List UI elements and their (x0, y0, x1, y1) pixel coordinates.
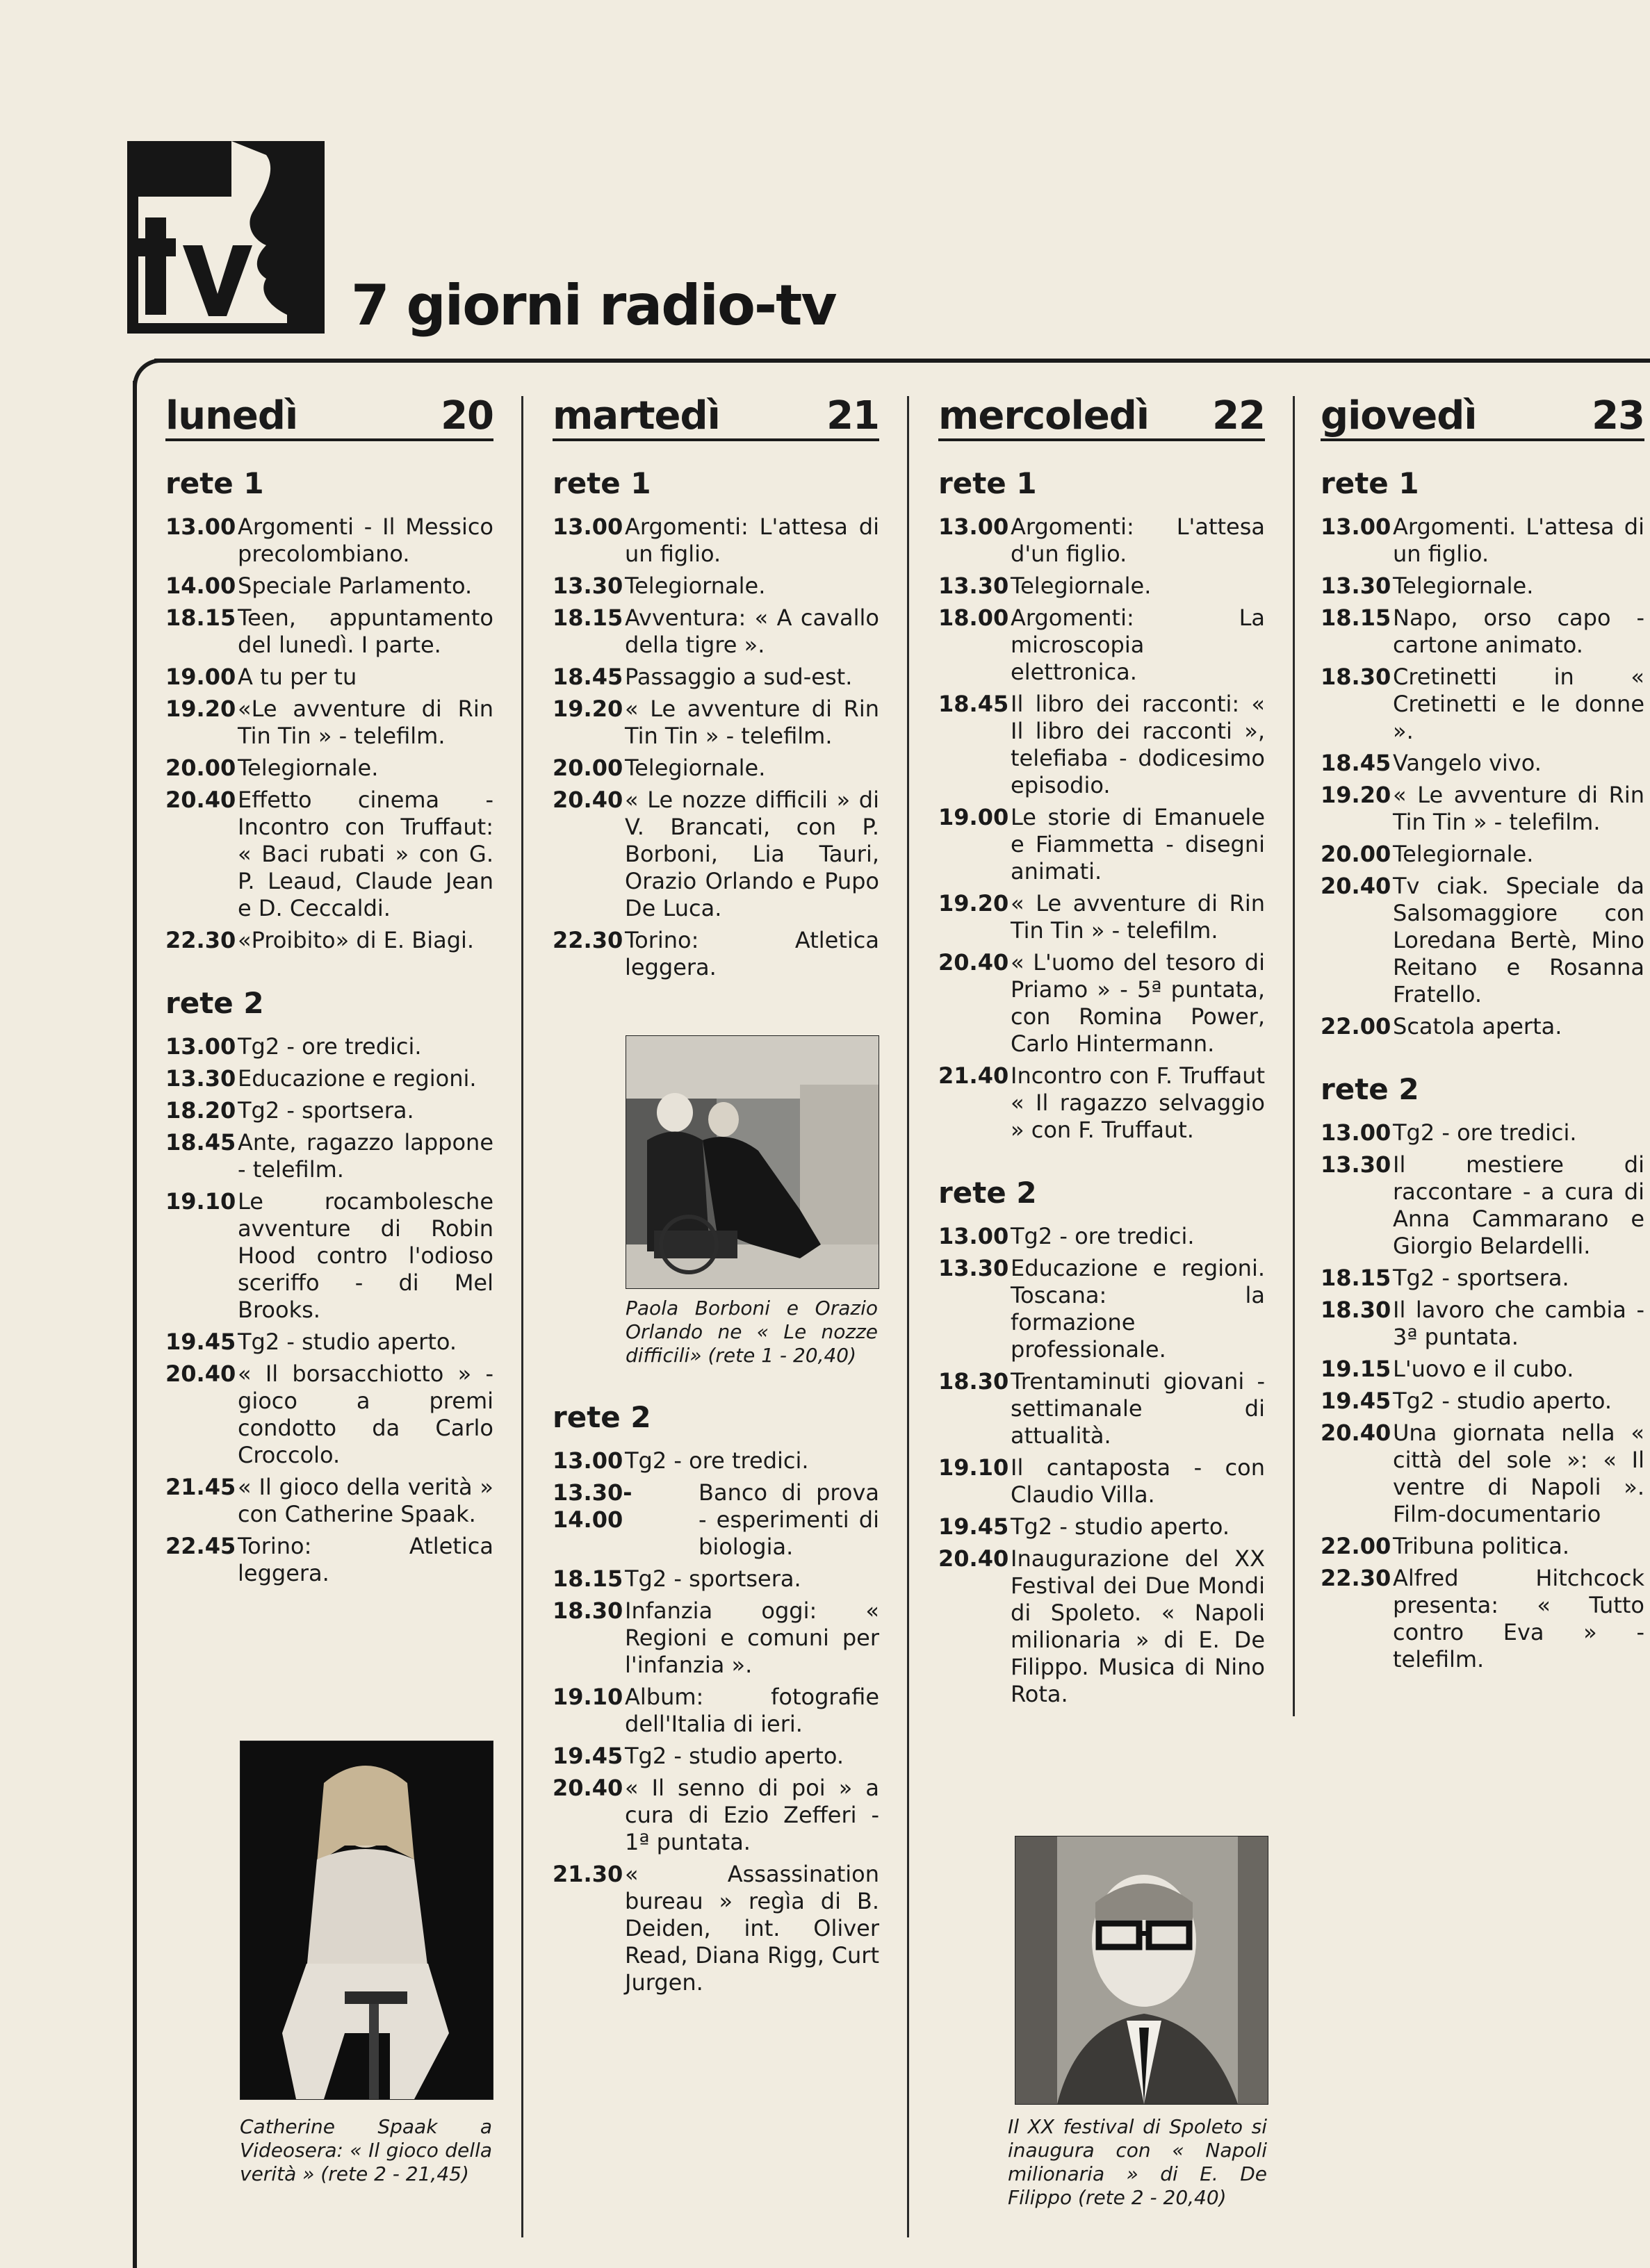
photo-image (240, 1741, 493, 2099)
program-entry (165, 1533, 493, 1587)
program-desc: Argomenti: L'attesa di un figlio. (625, 513, 879, 567)
program-desc: Il mestiere di raccontare - a cura di Anna Cammarano e Giorgio Belardelli. (1393, 1151, 1644, 1259)
program-time: 19.45 (165, 1329, 236, 1355)
program-desc: Tg2 - ore tredici. (238, 1033, 422, 1060)
day-number: 21 (826, 393, 879, 438)
day-column-monday (165, 386, 493, 1592)
program-desc: « Le avventure di Rin Tin Tin » - telefilm. (1393, 782, 1644, 835)
program-desc: Tg2 - studio aperto. (238, 1329, 457, 1355)
program-time: 18.15 (165, 605, 236, 631)
program-entry (938, 1062, 1265, 1144)
tv-logo-letters: tv (148, 213, 149, 214)
program-entry (553, 755, 879, 782)
program-time: 14.00 (165, 573, 236, 599)
program-desc: Argomenti. L'attesa di un figlio. (1393, 513, 1644, 567)
program-entry (938, 573, 1265, 600)
tv-logo (127, 141, 325, 334)
program-time: 18.15 (1321, 605, 1391, 631)
program-desc: Tv ciak. Speciale da Salsomaggiore con Loredana Bertè, Mino Reitano e Rosanna Fratello. (1393, 873, 1644, 1008)
program-desc: Infanzia oggi: « Regioni e comuni per l'infanzia ». (625, 1597, 879, 1678)
program-desc: Scatola aperta. (1393, 1013, 1562, 1040)
photo-image (626, 1036, 879, 1288)
network-label: rete 2 (1321, 1072, 1419, 1106)
program-entry (938, 691, 1265, 799)
program-entry (553, 664, 879, 691)
program-time: 20.40 (1321, 1420, 1391, 1446)
program-desc: Banco di prova - esperimenti di biologia. (699, 1479, 879, 1560)
program-desc: Il libro dei racconti: « Il libro dei racconti », telefiaba - dodicesimo episodio. (1011, 691, 1265, 798)
tv-logo-mark (127, 141, 325, 334)
program-desc: Trentaminuti giovani - settimanale di attualità. (1011, 1368, 1265, 1449)
program-entry (553, 927, 879, 981)
program-desc: Tg2 - ore tredici. (1393, 1119, 1577, 1146)
program-time: 18.45 (1321, 750, 1391, 776)
program-desc: Torino: Atletica leggera. (238, 1533, 493, 1586)
program-desc: Telegiornale. (1393, 573, 1534, 599)
program-entry (553, 605, 879, 659)
program-desc: Telegiornale. (625, 573, 766, 599)
program-desc: «Le avventure di Rin Tin Tin » - telefilm. (238, 696, 493, 749)
program-desc: Argomenti: La microscopia elettronica. (1011, 605, 1265, 685)
program-time: 19.45 (938, 1513, 1009, 1540)
program-entry (1321, 782, 1644, 836)
program-desc: Teen, appuntamento del lunedì. I parte. (238, 605, 493, 658)
caption-de-filippo: Il XX festival di Spoleto si inaugura con « Napoli milionaria » di E. De Filippo (rete 2 - 20,40) (1008, 2115, 1267, 2209)
program-time: 19.20 (938, 890, 1009, 917)
program-entry (1321, 1533, 1644, 1560)
program-entry (553, 1861, 879, 1996)
program-time: 13.30 (165, 1065, 236, 1092)
program-desc: « Il senno di poi » a cura di Ezio Zefferi - 1ª puntata. (625, 1775, 879, 1855)
program-time: 19.10 (165, 1188, 236, 1215)
program-desc: «Proibito» di E. Biagi. (238, 927, 475, 953)
day-header (165, 386, 493, 441)
program-entry (165, 1129, 493, 1183)
program-desc: Passaggio a sud-est. (625, 664, 853, 690)
program-time: 18.30 (553, 1597, 623, 1624)
program-time: 18.00 (938, 605, 1009, 631)
program-entry (165, 927, 493, 954)
program-desc: Napo, orso capo - cartone animato. (1393, 605, 1644, 658)
program-time: 13.00 (938, 513, 1009, 540)
program-entry (553, 1566, 879, 1593)
program-time: 19.00 (938, 804, 1009, 830)
program-desc: Il lavoro che cambia - 3ª puntata. (1393, 1297, 1644, 1350)
program-time: 18.30 (1321, 1297, 1391, 1323)
day-number: 22 (1212, 393, 1265, 438)
program-time: 13.00 (553, 513, 623, 540)
program-desc: « Le nozze difficili » di V. Brancati, con P. Borboni, Lia Tauri, Orazio Orlando e Pupo De Luca. (625, 787, 879, 921)
program-desc: « Il borsacchiotto » - gioco a premi condotto da Carlo Croccolo. (238, 1361, 493, 1468)
program-desc: Cretinetti in « Cretinetti e le donne ». (1393, 664, 1644, 744)
program-time: 19.00 (165, 664, 236, 690)
program-entry (938, 949, 1265, 1058)
program-desc: Torino: Atletica leggera. (625, 927, 879, 980)
program-entry (165, 1097, 493, 1124)
program-entry (165, 1361, 493, 1469)
program-entry (553, 513, 879, 568)
program-desc: Tg2 - studio aperto. (1011, 1513, 1230, 1540)
program-desc: A tu per tu (238, 664, 357, 690)
program-time: 13.00 (1321, 1119, 1391, 1146)
program-time: 20.00 (553, 755, 623, 781)
program-desc: Tg2 - sportsera. (625, 1566, 801, 1592)
program-entry (1321, 1297, 1644, 1351)
program-entry (553, 1684, 879, 1738)
day-number: 23 (1592, 393, 1644, 438)
program-time: 20.00 (165, 755, 236, 781)
program-entry (1321, 605, 1644, 659)
program-entry (553, 787, 879, 922)
program-time: 20.40 (938, 1545, 1009, 1572)
program-time: 21.30 (553, 1861, 623, 1887)
day-number: 20 (441, 393, 493, 438)
program-entry (553, 696, 879, 750)
program-entry (938, 1255, 1265, 1363)
program-time: 19.15 (1321, 1356, 1391, 1382)
program-desc: Avventura: « A cavallo della tigre ». (625, 605, 879, 658)
column-divider (521, 396, 523, 2237)
program-time: 20.40 (553, 1775, 623, 1801)
program-entry (553, 1597, 879, 1679)
program-time: 20.40 (938, 949, 1009, 976)
caption-catherine-spaak: Catherine Spaak a Videosera: « Il gioco della verità » (rete 2 - 21,45) (240, 2115, 492, 2185)
program-entry (165, 696, 493, 750)
program-time: 13.30 (553, 573, 623, 599)
program-time: 13.30 (938, 573, 1009, 599)
program-desc: « L'uomo del tesoro di Priamo » - 5ª puntata, con Romina Power, Carlo Hintermann. (1011, 949, 1265, 1057)
program-time: 19.20 (165, 696, 236, 722)
program-desc: Telegiornale. (1011, 573, 1152, 599)
program-time: 13.30 (1321, 573, 1391, 599)
program-time: 18.45 (553, 664, 623, 690)
program-time: 21.40 (938, 1062, 1009, 1089)
program-time: 19.10 (938, 1454, 1009, 1481)
program-desc: Tg2 - sportsera. (1393, 1265, 1569, 1291)
program-time: 13.00 (938, 1223, 1009, 1249)
column-divider (1293, 396, 1295, 1716)
program-desc: Le rocambolesche avventure di Robin Hood contro l'odioso sceriffo - di Mel Brooks. (238, 1188, 493, 1323)
program-entry (938, 1513, 1265, 1540)
program-time: 20.40 (553, 787, 623, 813)
program-entry (165, 1188, 493, 1324)
program-entry (938, 513, 1265, 568)
day-name: giovedì (1321, 393, 1477, 438)
program-desc: « Il gioco della verità » con Catherine Spaak. (238, 1474, 493, 1527)
network-label: rete 2 (553, 1400, 651, 1434)
frame-top-rule (154, 359, 1650, 363)
program-entry (165, 755, 493, 782)
program-entry (938, 1545, 1265, 1708)
program-desc: Telegiornale. (238, 755, 379, 781)
day-name: martedì (553, 393, 720, 438)
program-entry (1321, 750, 1644, 777)
program-entry (1321, 1151, 1644, 1260)
program-time: 19.20 (1321, 782, 1391, 808)
program-time: 18.15 (553, 1566, 623, 1592)
program-time: 13.00 (165, 1033, 236, 1060)
program-time: 18.15 (1321, 1265, 1391, 1291)
program-time: 13.30 (1321, 1151, 1391, 1178)
photo-borboni-orlando (626, 1035, 879, 1289)
program-entry (165, 664, 493, 691)
program-time: 20.40 (165, 1361, 236, 1387)
program-desc: Il cantaposta - con Claudio Villa. (1011, 1454, 1265, 1508)
program-desc: Telegiornale. (625, 755, 766, 781)
program-entry (1321, 513, 1644, 568)
program-entry (165, 1474, 493, 1528)
program-entry (938, 605, 1265, 686)
network-label: rete 1 (1321, 466, 1419, 500)
program-time: 13.00 (553, 1447, 623, 1474)
program-entry (1321, 664, 1644, 745)
network-label: rete 2 (165, 986, 264, 1020)
program-entry (165, 573, 493, 600)
program-time: 18.45 (938, 691, 1009, 717)
program-desc: Ante, ragazzo lappone - telefilm. (238, 1129, 493, 1183)
program-time: 22.00 (1321, 1013, 1391, 1040)
program-time: 13.00 (165, 513, 236, 540)
column-divider (907, 396, 909, 2237)
program-desc: Alfred Hitchcock presenta: « Tutto contro Eva » - telefilm. (1393, 1565, 1644, 1673)
masthead-title: 7 giorni radio-tv (351, 273, 836, 338)
day-column-thursday (1321, 386, 1644, 1678)
program-entry (1321, 573, 1644, 600)
caption-borboni-orlando: Paola Borboni e Orazio Orlando ne « Le nozze difficili» (rete 1 - 20,40) (626, 1297, 878, 1367)
program-entry (1321, 1420, 1644, 1528)
program-entry (165, 1065, 493, 1092)
program-desc: Inaugurazione del XX Festival dei Due Mondi di Spoleto. « Napoli milionaria » di E. De Filippo. Musica di Nino Rota. (1011, 1545, 1265, 1707)
day-name: mercoledì (938, 393, 1150, 438)
program-time: 13.00 (1321, 513, 1391, 540)
program-entry (553, 1743, 879, 1770)
program-desc: « Le avventure di Rin Tin Tin » - telefilm. (625, 696, 879, 749)
program-time: 13.30-14.00 (553, 1479, 632, 1533)
program-entry (938, 1368, 1265, 1449)
program-time: 22.30 (553, 927, 623, 953)
day-column-wednesday (938, 386, 1265, 1713)
program-desc: Tg2 - sportsera. (238, 1097, 414, 1124)
program-entry (1321, 1013, 1644, 1040)
program-entry (553, 573, 879, 600)
program-entry (165, 513, 493, 568)
program-time: 22.00 (1321, 1533, 1391, 1559)
program-time: 18.20 (165, 1097, 236, 1124)
program-desc: Vangelo vivo. (1393, 750, 1542, 776)
program-time: 18.30 (938, 1368, 1009, 1395)
program-desc: Speciale Parlamento. (238, 573, 473, 599)
program-entry (553, 1775, 879, 1856)
program-desc: Educazione e regioni. (238, 1065, 477, 1092)
program-time: 19.10 (553, 1684, 623, 1710)
program-time: 18.15 (553, 605, 623, 631)
program-desc: Una giornata nella « città del sole »: « Il ventre di Napoli ». Film-documentario (1393, 1420, 1644, 1527)
network-label: rete 1 (165, 466, 264, 500)
program-desc: Effetto cinema - Incontro con Truffaut: « Baci rubati » con G. P. Leaud, Claude Jean e D. Ceccaldi. (238, 787, 493, 921)
program-entry (1321, 1265, 1644, 1292)
program-desc: Incontro con F. Truffaut « Il ragazzo selvaggio » con F. Truffaut. (1011, 1062, 1265, 1143)
program-desc: Argomenti - Il Messico precolombiano. (238, 513, 493, 567)
day-header (938, 386, 1265, 441)
program-time: 19.20 (553, 696, 623, 722)
program-time: 19.45 (1321, 1388, 1391, 1414)
program-desc: Tg2 - ore tredici. (625, 1447, 809, 1474)
program-time: 18.45 (165, 1129, 236, 1156)
network-label: rete 1 (553, 466, 651, 500)
program-entry (1321, 1356, 1644, 1383)
program-time: 22.30 (1321, 1565, 1391, 1591)
program-time: 20.40 (1321, 873, 1391, 899)
day-name: lunedì (165, 393, 298, 438)
program-desc: Educazione e regioni. Toscana: la formazione professionale. (1011, 1255, 1265, 1363)
program-entry (553, 1479, 879, 1561)
network-label: rete 1 (938, 466, 1037, 500)
program-desc: Album: fotografie dell'Italia di ieri. (625, 1684, 879, 1737)
day-header (1321, 386, 1644, 441)
program-time: 20.00 (1321, 841, 1391, 867)
program-desc: Telegiornale. (1393, 841, 1534, 867)
program-entry (165, 1329, 493, 1356)
program-entry (1321, 1565, 1644, 1673)
program-desc: Tg2 - ore tredici. (1011, 1223, 1195, 1249)
program-time: 13.30 (938, 1255, 1009, 1281)
photo-image (1015, 1836, 1268, 2104)
program-time: 18.30 (1321, 664, 1391, 690)
program-desc: « Le avventure di Rin Tin Tin » - telefilm. (1011, 890, 1265, 944)
photo-catherine-spaak (240, 1741, 493, 2100)
program-entry (165, 787, 493, 922)
program-desc: Le storie di Emanuele e Fiammetta - disegni animati. (1011, 804, 1265, 885)
program-desc: Argomenti: L'attesa d'un figlio. (1011, 513, 1265, 567)
program-entry (165, 1033, 493, 1060)
program-entry (165, 605, 493, 659)
network-label: rete 2 (938, 1176, 1037, 1210)
program-entry (1321, 1388, 1644, 1415)
program-desc: Tg2 - studio aperto. (1393, 1388, 1612, 1414)
program-time: 21.45 (165, 1474, 236, 1500)
program-time: 19.45 (553, 1743, 623, 1769)
program-entry (938, 890, 1265, 944)
program-desc: Tribuna politica. (1393, 1533, 1570, 1559)
program-desc: « Assassination bureau » regìa di B. Deiden, int. Oliver Read, Diana Rigg, Curt Jurgen. (625, 1861, 879, 1996)
program-entry (553, 1447, 879, 1474)
program-time: 22.30 (165, 927, 236, 953)
program-entry (938, 1454, 1265, 1509)
program-time: 20.40 (165, 787, 236, 813)
photo-de-filippo (1015, 1836, 1268, 2105)
program-entry (938, 1223, 1265, 1250)
program-entry (1321, 841, 1644, 868)
program-entry (1321, 1119, 1644, 1147)
program-time: 22.45 (165, 1533, 236, 1559)
program-desc: L'uovo e il cubo. (1393, 1356, 1574, 1382)
program-desc: Tg2 - studio aperto. (625, 1743, 844, 1769)
day-header (553, 386, 879, 441)
program-entry (1321, 873, 1644, 1008)
program-entry (938, 804, 1265, 885)
frame-left-rule (133, 381, 137, 2268)
